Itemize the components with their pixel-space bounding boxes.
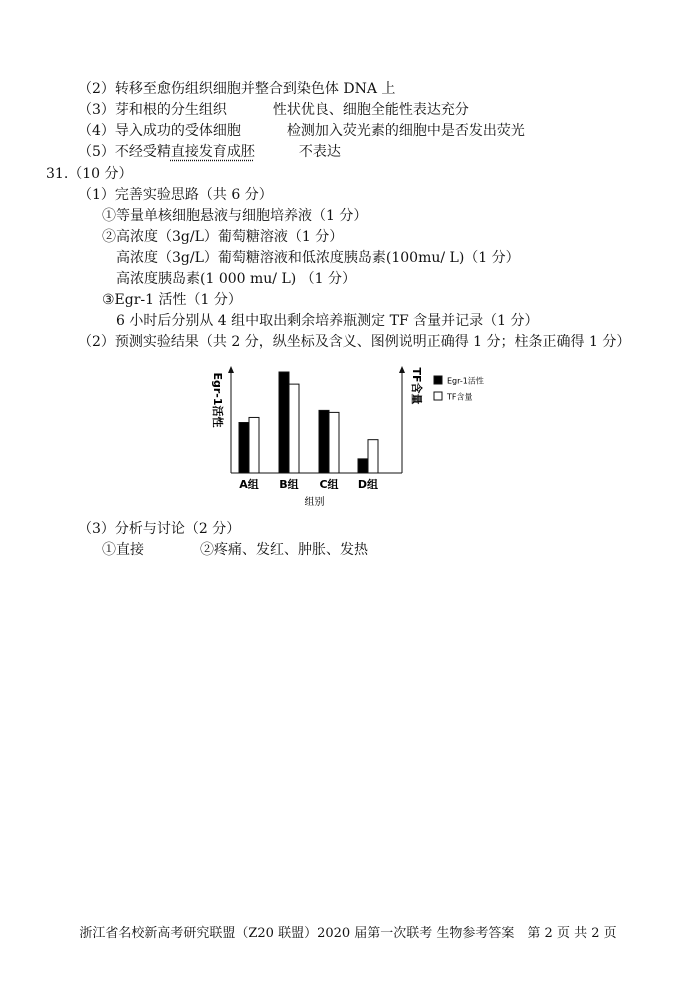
bar-2-2 <box>289 384 299 473</box>
bar-3-1 <box>319 410 329 473</box>
q30-item-4-part2: 检测加入荧光素的细胞中是否发出荧光 <box>286 123 525 139</box>
q30-item-5-part3: 不表达 <box>298 144 341 160</box>
legend-swatch-2 <box>434 392 442 400</box>
q31-section-1-item-2: ②高浓度（3g/L）葡萄糖溶液（1 分） <box>102 229 344 245</box>
q31-section-3-answer-2: ②疼痛、发红、肿胀、发热 <box>200 542 368 558</box>
q30-item-2: （2）转移至愈伤组织细胞并整合到染色体 DNA 上 <box>78 81 396 97</box>
q30-item-3-part1: （3）芽和根的分生组织 <box>78 102 227 118</box>
bar-3-2 <box>329 412 339 473</box>
q31-section-1-item-5: ③Egr-1 活性（1 分） <box>102 292 242 308</box>
x-tick-label: B组 <box>279 478 299 491</box>
q31-section-1-item-6: 6 小时后分别从 4 组中取出剩余培养瓶测定 TF 含量并记录（1 分） <box>116 313 539 329</box>
chart-bars <box>239 372 378 473</box>
bar-1-2 <box>249 417 259 473</box>
x-axis-title: 组别 <box>304 497 325 508</box>
q30-item-4-part1: （4）导入成功的受体细胞 <box>78 123 241 139</box>
q30-item-3-part2: 性状优良、细胞全能性表达充分 <box>272 102 469 118</box>
legend-label-2: TF含量 <box>447 392 473 402</box>
x-tick-label: A组 <box>239 478 259 491</box>
y-axis-left-title: Egr-1活性 <box>211 372 224 428</box>
bar-1-1 <box>239 423 249 474</box>
q31-section-2: （2）预测实验结果（共 2 分，纵坐标及含义、图例说明正确得 1 分；柱条正确得 1 分） <box>78 334 631 350</box>
q30-item-3 <box>78 101 469 119</box>
q31-section-3: （3）分析与讨论（2 分） <box>78 521 241 537</box>
q31-section-1-item-4: 高浓度胰岛素(1 000 mu/ L) （1 分） <box>116 271 357 287</box>
q30-item-4 <box>78 122 525 140</box>
chart-legend <box>434 376 484 402</box>
y-axis-right-title: TF含量 <box>410 367 423 405</box>
bar-chart <box>200 364 500 514</box>
legend-label-1: Egr-1活性 <box>447 376 484 386</box>
bar-2-1 <box>279 372 289 473</box>
q30-item-5 <box>78 143 341 161</box>
bar-4-2 <box>368 440 378 473</box>
q30-item-5-emphasis: 直接发育成胚 <box>170 144 255 160</box>
x-tick-label: C组 <box>319 478 339 491</box>
x-tick-label: D组 <box>357 478 379 491</box>
y-axis-right-arrow <box>399 366 405 373</box>
q31-section-1-item-3: 高浓度（3g/L）葡萄糖溶液和低浓度胰岛素(100mu/ L)（1 分） <box>116 250 520 266</box>
y-axis-left-arrow <box>228 366 234 373</box>
q31-heading: 31.（10 分） <box>46 166 133 182</box>
q31-section-3-answer-1: ①直接 <box>102 542 144 558</box>
q30-item-5-part1: （5）不经受精 <box>78 144 171 160</box>
bar-4-1 <box>358 459 368 473</box>
page-footer: 浙江省名校新高考研究联盟（Z20 联盟）2020 届第一次联考 生物参考答案 第 2 页 共 2 页 <box>79 926 617 941</box>
q31-section-3-answers <box>102 541 368 559</box>
q31-section-1: （1）完善实验思路（共 6 分） <box>78 187 273 203</box>
legend-swatch-1 <box>434 376 442 384</box>
q31-section-1-item-1: ①等量单核细胞悬液与细胞培养液（1 分） <box>102 208 368 224</box>
